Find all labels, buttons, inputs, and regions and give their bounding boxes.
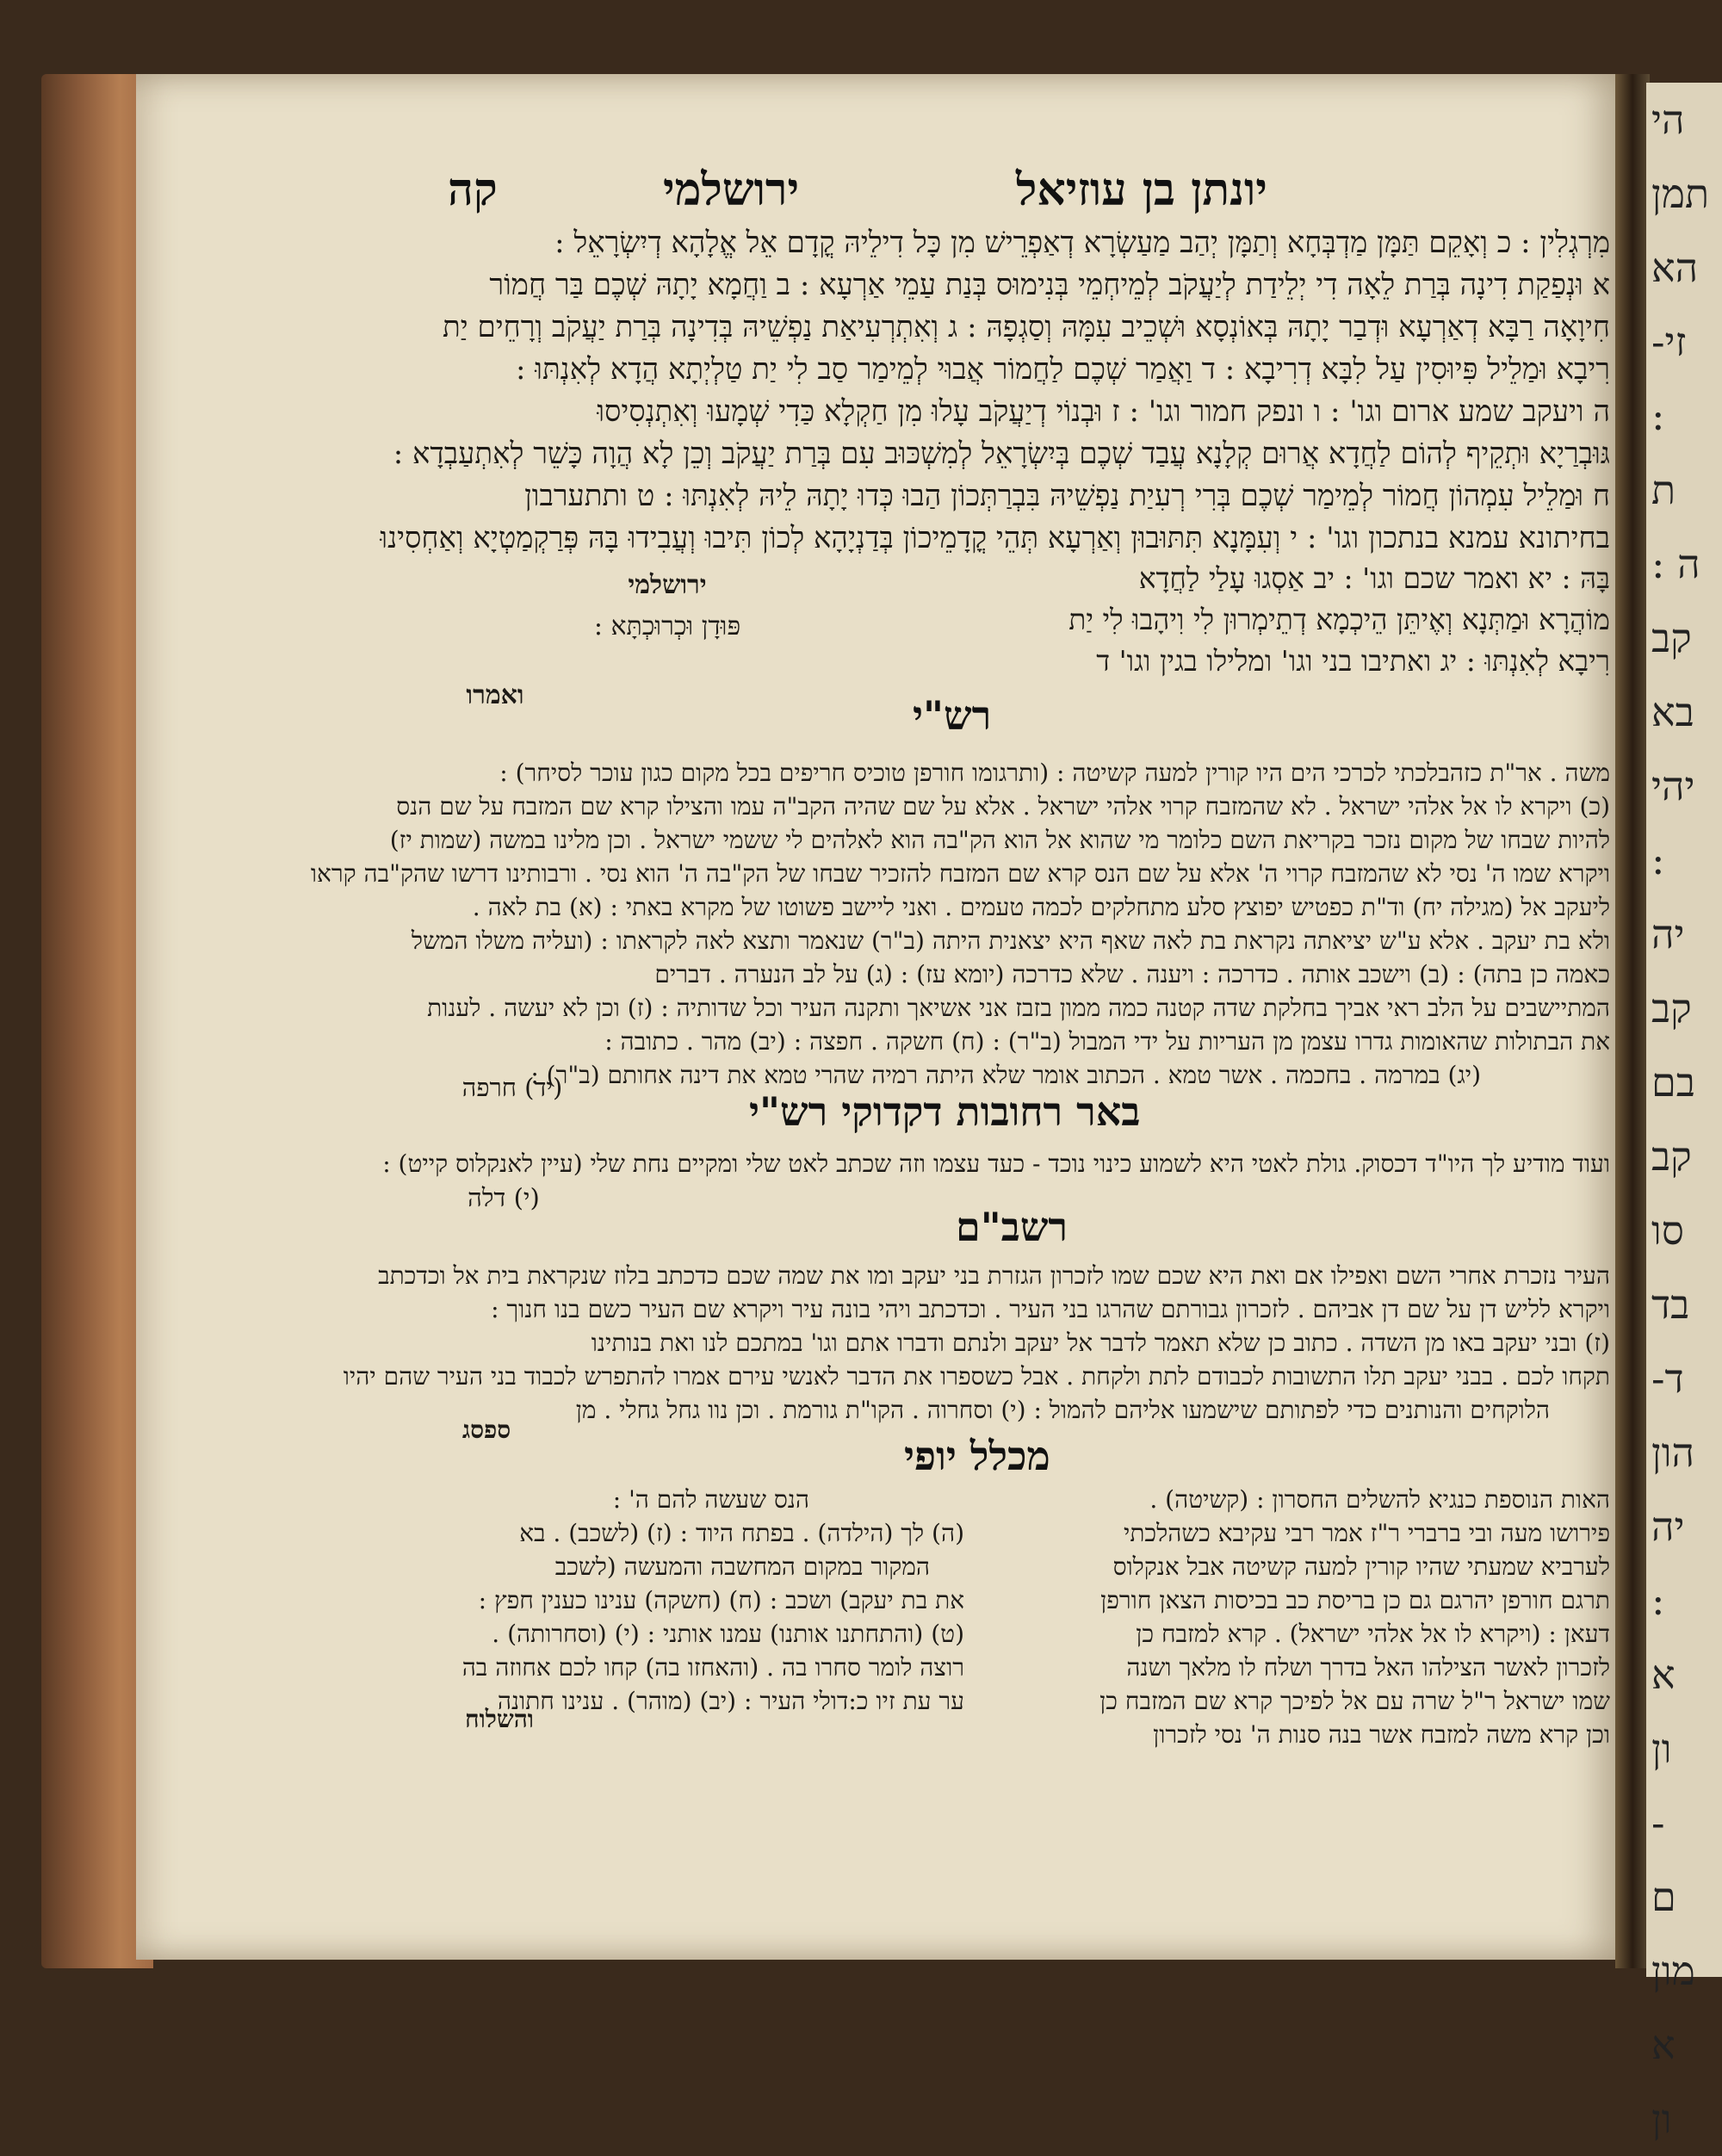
catchword: ואמרו [466,680,524,710]
michlal-line: המקור במקום המחשבה והמעשה (לשכב [554,1552,930,1581]
yerushalmi-title: ירושלמי [628,570,707,600]
facing-page-glyph: הי [1651,96,1685,143]
michlal-line: שמו ישראל ר"ל שרה עם אל לפיכך קרא שם המזבח כן [1099,1687,1610,1715]
michlal-line: לערביא שמעתי שהיו קורין למעה קשיטה אבל אנקלוס [1112,1552,1610,1581]
facing-page-glyph: קב [1651,615,1692,661]
michlal-line: פירושו מעה ובי ברברי ר"ז אמר רבי עקיבא כשהלכתי [1124,1519,1610,1547]
michlal-left-column [344,1483,964,1718]
yerushalmi-text: פּוּדָן וּכְרוּכְתָּא : [593,611,741,641]
rashbam-line: העיר נזכרת אחרי השם ואפילו אם ואת היא שכם שמו לזכרון הגזרת בני יעקב ומו את שמה שכם כדכתב בלוז שנקראת בית אל וכדכתב [378,1261,1610,1290]
rashi-line: ויקרא שמו ה' נסי לא שהמזבח קרוי ה' אלא על שם הנס קרא שם המזבח להזכיר שבחו של הק"בה ה' הוא נסי . ורבותינו דרשו שהק"בה קראו [310,859,1610,888]
facing-page-glyph: יהי [1651,763,1695,809]
targum-line: א וּנְפַקַת דִינָה בְּרַת לֵאָה דִי יְלֵידַת לְיַעֲקֹב לְמֵיחְמֵי בְּנִימוּס בְּנַת עַמֵי אַרְעָא : ב וַחֲמָא יָתָהּ שְׁכֶם בַּר חֲמוֹר [489,268,1610,302]
facing-page-glyph: יה [1651,1503,1685,1550]
facing-page-glyph: - [1651,1800,1665,1846]
header-yerushalmi: ירושלמי [663,164,800,216]
page-number: קה [448,164,498,216]
michlal-line: תרגם חורפן יהרגם גם כן בריסת כב בכיסות הצאן חורפן [1100,1586,1610,1614]
rashi-title: רש"י [913,692,992,739]
facing-page-glyph: הון [1651,1429,1694,1476]
michlal-line: הנס שעשה להם ה' : [612,1485,809,1514]
facing-page-glyph: בם [1651,1059,1695,1106]
michlal-right-column [982,1483,1610,1751]
facing-page-glyph: סו [1651,1207,1684,1254]
facing-page-glyph: : [1651,837,1665,883]
facing-page-fragment [1646,83,1722,2142]
michlal-line: לזכרון לאשר הצילהו האל בדרך ושלח לו מלאך ושנה [1126,1653,1610,1682]
targum-line: רִיבָא לְאִנְתּוּ : יג ואתיבו בני וגו' ומלילו בגין וגו' ד [1096,644,1610,678]
rashbam-line: הלוקחים והנותנים כדי לפתותם שישמעו אליהם להמול : (י) וסחרוה . הקו"ת גורמת . וכן נוו גחל גחלי . מן [575,1396,1550,1424]
michlal-line: את בת יעקב) ושכב : (ח) (חשקה) ענינו כענין חפץ : [478,1586,964,1614]
beer-rechovot-text [336,1147,1610,1180]
michlal-line: ער עת זיו כ:דולי העיר : (יב) (מוהר) . ענינו חתונה [497,1687,964,1715]
facing-page-glyph: א [1651,1651,1676,1698]
michlal-catchword: והשלוח [465,1705,534,1733]
targum-line: בָּהּ : יא ואמר שכם וגו' : יב אַסְגוּ עָלַי לַחֲדָא [1138,561,1610,595]
facing-page-glyph: ת [1651,467,1676,513]
rashbam-title: רשב"ם [956,1204,1069,1250]
michlal-yofi-title: מכלל יופי [904,1433,1050,1479]
michlal-line: (ט) (והתחתנו אותנו) עמנו אותני : (י) (וסחרותה) . [492,1620,964,1648]
rashi-line: המתיישבים על הלב ראי אביך בחלקת שדה קטנה כמה ממון בזבז אני אשיאך ותקנה העיר וכל שדותיה : (ז) וכן לא יעשה . לענות [427,994,1610,1022]
rashbam-line: תקחו לכם . בבני יעקב תלו התשובות לכבודם לתת ולקחת . אבל כשספרו את הדבר לאנשי עירם אמרו להתפרש לכבוד בני העיר שהם יהיו [343,1362,1610,1391]
header-yonatan-ben-uziel: יונתן בן עוזיאל [1016,164,1267,216]
rashbam-line: ויקרא לליש דן על שם דן אביהם . לזכרון גבורתם שהרגו בני העיר . וכדכתב ויהי בונה עיר ויקרא שם העיר כשם בנו חנוך : [491,1295,1610,1323]
michlal-line: האות הנוספת כנגיא להשלים החסרון : (קשיטה) . [1149,1485,1610,1514]
facing-page-glyph: ד- [1651,1355,1684,1402]
michlal-line: דעאן : (ויקרא לו אל אלהי ישראל) . קרא למזבח כן [1136,1620,1610,1648]
facing-page-glyph: בד [1651,1281,1690,1328]
facing-page-glyph: קב [1651,985,1692,1032]
rashi-line: משה . אר"ת כזהבלכתי לכרכי הים היו קורין למעה קשיטה : (ותרגומו חורפן טוכיס חריפים בכל מקום כגון עוכר לסיחר) : [499,759,1610,787]
rashi-line: כאמה כן בתה) : (ב) וישכב אותה . כדרכה : ויענה . שלא כדרכה (יומא עז) : (ג) על לב הנערה . דברים [654,960,1610,988]
facing-page-glyph: ה : [1651,541,1700,587]
rashbam-catchword: ספסג [461,1416,511,1444]
michlal-line: וכן קרא משה למזבח אשר בנה סנות ה' נסי לזכרון [1153,1720,1610,1749]
facing-page-glyph: א [1651,2022,1676,2068]
facing-page-glyph: : [1651,1577,1665,1624]
targum-line: גּוּבְרַיָא וּתְקֵיף לְהוֹם לַחֲדָא אֲרוּם קְלָנָא עֲבַד שְׁכֶם בְּיִשְׂרָאֵל לְמִשְׁכּוּב עִם בְּרַת יַעֲקֹב וְכֵן לָא הֲוָה כָּשֵׁר לְאִתְעַבְדָא : [393,437,1610,471]
rashi-line: להיות שבחו של מקום נזכר בקריאת השם כלומר מי שהוא אל הוא הק"בה הוא לאלהים לי ששמי ישראל . וכן מלינו במשה (שמות יז) [389,826,1610,854]
rashi-line: (יג) במרמה . בחכמה . אשר טמא . הכתוב אומר שלא היתה רמיה שהרי טמא את דינה אחותם (ב"ר) : [530,1061,1481,1089]
facing-page-glyph: יה [1651,911,1685,957]
rashbam-text [336,1259,1610,1427]
beer-line: ועוד מודיע לך היו"ד דכסוק. גולת לאטי היא לשמוע כינוי נוכד - כעד עצמו וזה שכתב לאט שלי ומקיים נחת שלי (עיין לאנקלוס קייט) : [382,1149,1610,1178]
facing-page-glyph: בא [1651,689,1694,735]
targum-continuation [930,558,1610,682]
targum-line: מִרְגְלִין : כ וְאָקֵם תַּמָּן מַדְבְּחָא וְתַמָּן יְהַב מַעַשְׂרָא דְאַפְרֵישׁ מִן כָּל דִילֵיהּ קֳדָם אֵל אֱלָהָא דְיִשְׂרָאֵל : [554,226,1610,260]
targum-line: בחיתונא עמנא בנתכון וגו' : י וְעִמָּנָא תִּתּוּבוּן וְאַרְעָא תְּהֵי קֳדָמֵיכוֹן בְּדַנְיָהָא לְכוֹן תִּיבוּ וְעֲבִידוּ בָּהּ פְּרַקְמַטְיָא וְאַחְסִינוּ [380,521,1610,555]
facing-page-glyph: : [1651,393,1665,439]
rashi-line: ליעקב אל (מגילה יח) וד"ת כפטיש יפוצץ סלע מתחלקים לכמה טעמים . ואני ליישב פשוטו של מקרא באתי : (א) בת לאה . [472,893,1610,921]
beer-rechovot-title: באר רחובות דקדוקי רש"י [749,1088,1141,1135]
facing-page-glyph: קב [1651,1133,1692,1180]
facing-page-glyph: ון [1651,1725,1672,1772]
rashi-line: ולא בת יעקב . אלא ע"ש יציאתה נקראת בת לאה שאף היא יצאנית היתה (ב"ר) שנאמר ותצא לאה לקראתו : (ועליה משלו המשל [411,926,1610,955]
facing-page-glyph: ם [1651,1874,1676,1920]
rashi-line: (כ) ויקרא לו אל אלהי ישראל . לא שהמזבח קרוי אלהי ישראל . אלא על שם שהיה הקב"ה עמו והצילו קרא שם המזבח על שם הנס [396,792,1610,821]
facing-page-glyph: הא [1651,245,1699,291]
facing-page-glyph: מון [1651,1948,1695,1994]
targum-line: ה ויעקב שמע ארום וגו' : ו ונפק חמור וגו' : ז וּבְנוֹי דְיַעֲקֹב עָלוּ מִן חַקְלָא כַּדִי שְׁמָעוּ וְאִתְנְסִיסוּ [597,394,1610,429]
rashi-catchword: (יד) חרפה [461,1073,563,1102]
targum-line: רִיבָא וּמַלֵיל פִּיוּסִין עַל לִבָּא דְרִיבָא : ד וַאֲמַר שְׁכֶם לַחֲמוֹר אֲבוּי לְמֵימַר סַב לִי יַת טַלְיְתָא הֲדָא לְאִנְתּוּ : [515,352,1610,387]
beer-catchword: (י) דלה [468,1183,540,1212]
rashbam-line: (ז) ובני יעקב באו מן השדה . כתוב כן שלא תאמר לדבר אל יעקב ולנתם ודברו אתם וגו' במתכם לנו ואת בנותינו [591,1329,1610,1357]
rashi-line: את הבתולות שהאומות גדרו עצמן מן העריות על ידי המבול (ב"ר) : (ח) חשקה . חפצה : (יב) מהר . כתובה : [604,1027,1610,1056]
michlal-line: רוצה לומר סחרו בה . (והאחזו בה) קחו לכם אחוזה בה [461,1653,964,1682]
targum-line: חִיוָאָה רַבָּא דְאַרְעָא וּדְבַר יָתָהּ בְּאוֹנְסָא וּשְׁכֵיב עִמָּהּ וְסַגְפָהּ : ג וְאִתְרְעִיאַת נַפְשֵׁיהּ בְּדִינָה בְּרַת יַעֲקֹב וְרָחֵים יַת [443,310,1610,344]
book-gutter [1615,74,1650,1968]
targum-line: מוֹהֲרָא וּמַתְּנָא וְאֶיתֵּן הֵיכְמָא דְתֵימְרוּן לִי וִיהָבוּ לִי יַת [1069,603,1610,636]
facing-page-glyph: ון [1651,2096,1672,2142]
targum-text [336,222,1610,560]
facing-page-glyph: תמן [1651,170,1710,217]
michlal-line: (ה) לך (הילדה) . בפתח היוד : (ז) (לשכב) . בא [519,1519,964,1547]
targum-line: ח וּמַלֵיל עִמְהוֹן חֲמוֹר לְמֵימַר שְׁכֶם בְּרִי רְעִיַת נַפְשֵׁיהּ בִּבְרַתְּכוֹן הַבוּ כְּדוּ יָתָהּ לֵיהּ לְאִנְתּוּ : ט ותתערבון [524,479,1610,513]
rashi-text [310,756,1610,1092]
facing-page-glyph: זי- [1651,319,1687,365]
